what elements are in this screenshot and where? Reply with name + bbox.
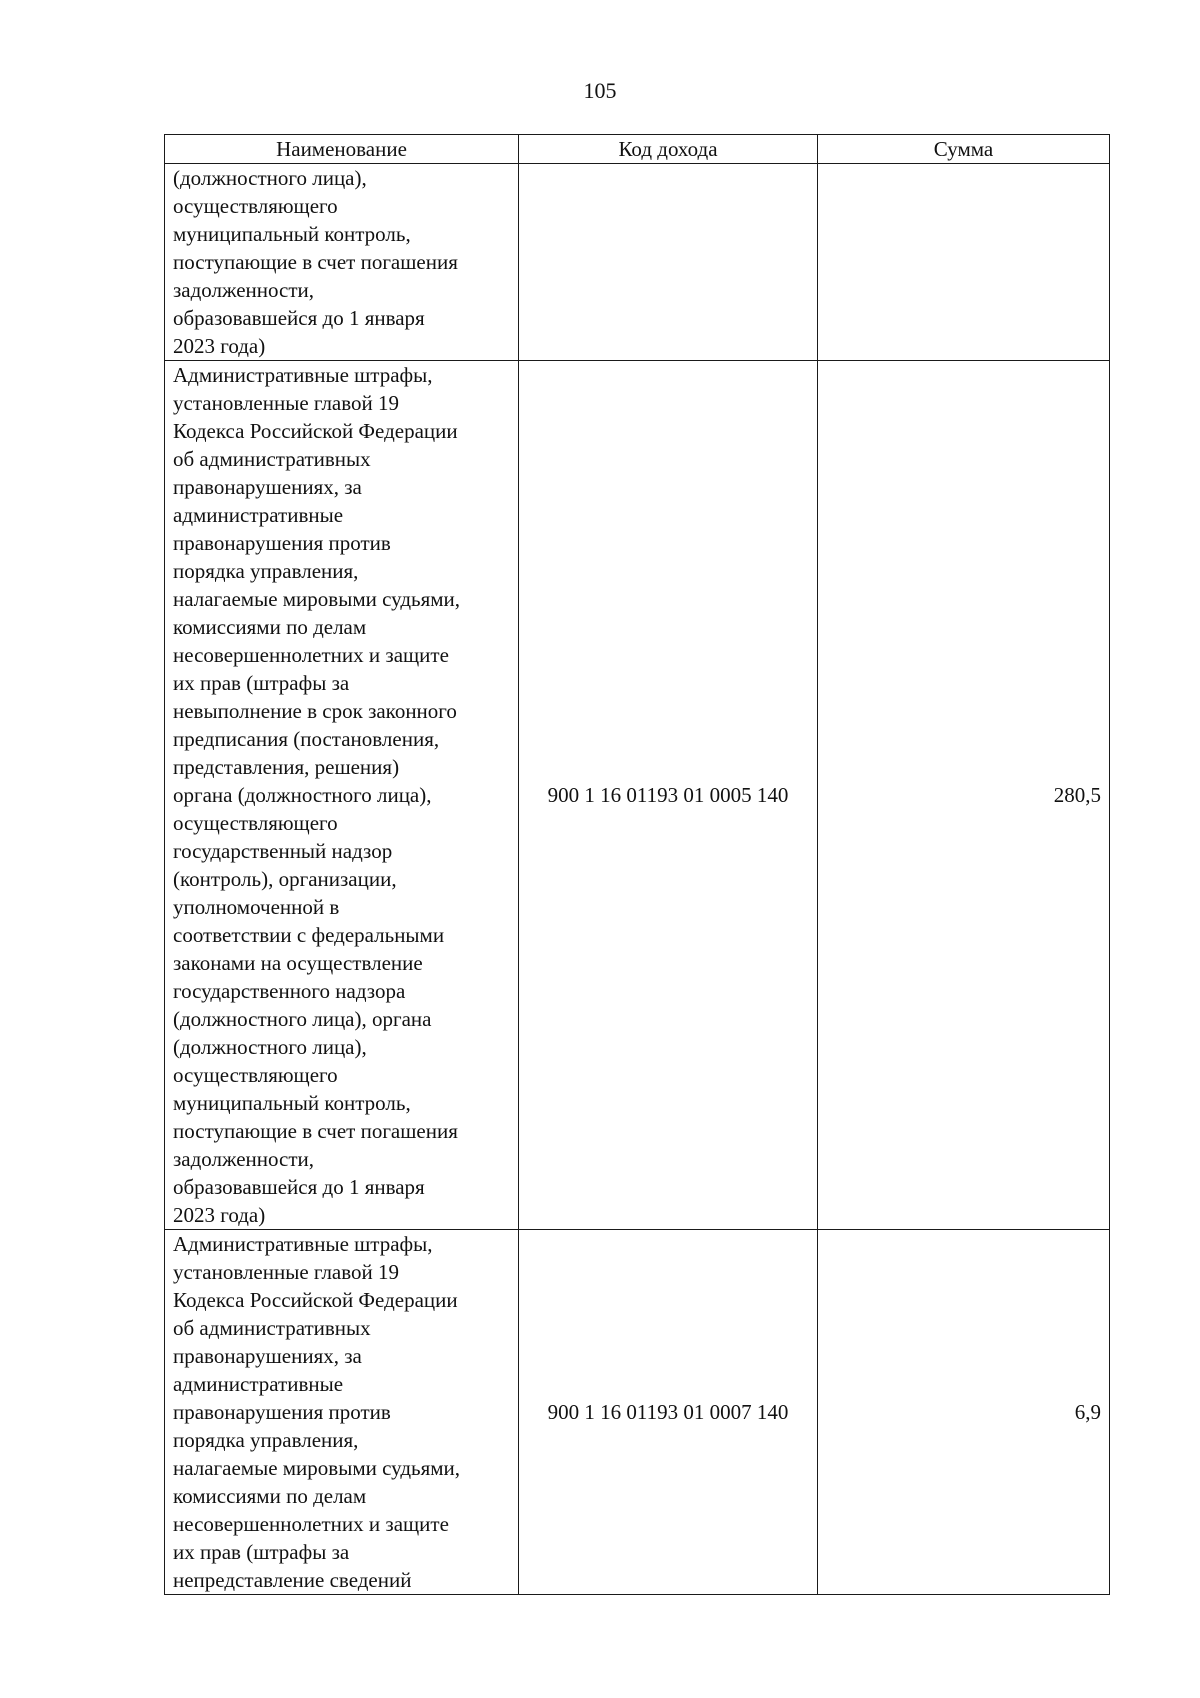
table-row xyxy=(165,361,1110,1230)
row-sum: 6,9 xyxy=(818,1230,1110,1595)
row-name: Административные штрафы, установленные главой 19 Кодекса Российской Федерации об административных правонарушениях, за административные правонарушения против порядка управления, налагаемые мировыми судьями, комиссиями по делам несовершеннолетних и защите их прав (штрафы за невыполнение в срок законного предписания (постановления, представления, решения) органа (должностного лица), осуществляющего государственный надзор (контроль), организации, уполномоченной в соответствии с федеральными законами на осуществление государственного надзора (должностного лица), органа (должностного лица), осуществляющего муниципальный контроль, поступающие в счет погашения задолженности, образовавшейся до 1 января 2023 года) xyxy=(165,361,519,1230)
header-code: Код дохода xyxy=(519,135,818,164)
page-number: 105 xyxy=(583,78,617,103)
table-row xyxy=(165,164,1110,361)
row-sum: 280,5 xyxy=(818,361,1110,1230)
row-sum xyxy=(818,164,1110,361)
row-code: 900 1 16 01193 01 0005 140 xyxy=(519,361,818,1230)
revenue-table xyxy=(164,134,1110,1595)
row-code: 900 1 16 01193 01 0007 140 xyxy=(519,1230,818,1595)
header-sum: Сумма xyxy=(818,135,1110,164)
row-code xyxy=(519,164,818,361)
row-name: Административные штрафы, установленные главой 19 Кодекса Российской Федерации об административных правонарушениях, за административные правонарушения против порядка управления, налагаемые мировыми судьями, комиссиями по делам несовершеннолетних и защите их прав (штрафы за непредставление сведений xyxy=(165,1230,519,1595)
header-name: Наименование xyxy=(165,135,519,164)
table-header-row xyxy=(165,135,1110,164)
table-row xyxy=(165,1230,1110,1595)
row-name: (должностного лица), осуществляющего муниципальный контроль, поступающие в счет погашения задолженности, образовавшейся до 1 января 2023 года) xyxy=(165,164,519,361)
